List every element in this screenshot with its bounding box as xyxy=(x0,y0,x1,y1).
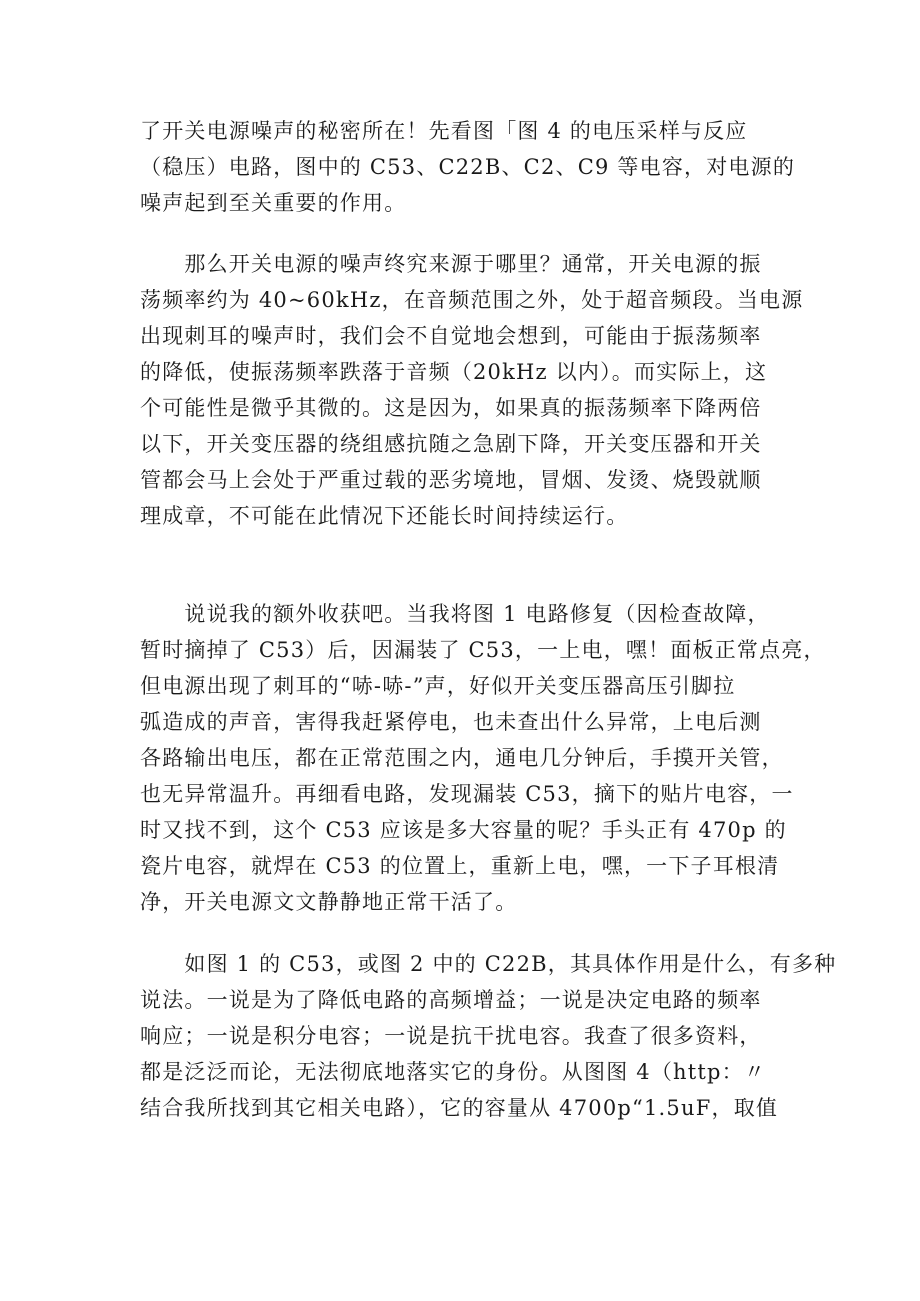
text-line: 说法。一说是为了降低电路的高频增益；一说是决定电路的频率 xyxy=(140,988,762,1012)
text-line: 结合我所找到其它相关电路），它的容量从 4700p“1.5uF，取值 xyxy=(140,1096,779,1120)
text-line: 的降低，使振荡频率跌落于音频（20kHz 以内）。而实际上，这 xyxy=(140,360,768,384)
text-line: 噪声起到至关重要的作用。 xyxy=(140,191,407,215)
text-line: 理成章，不可能在此情况下还能长时间持续运行。 xyxy=(140,504,629,528)
paragraph-4 xyxy=(140,946,837,1126)
text-line: 净，开关电源文文静静地正常干活了。 xyxy=(140,890,518,914)
text-line: 但电源出现了刺耳的“哧-哧-”声，好似开关变压器高压引脚拉 xyxy=(140,674,736,698)
text-line: 出现刺耳的噪声时，我们会不自觉地会想到，可能由于振荡频率 xyxy=(140,324,762,348)
text-line: 那么开关电源的噪声终究来源于哪里？通常，开关电源的振 xyxy=(140,252,762,276)
text-line: 个可能性是微乎其微的。这是因为，如果真的振荡频率下降两倍 xyxy=(140,396,762,420)
text-line: 说说我的额外收获吧。当我将图 1 电路修复（因检查故障， xyxy=(140,602,770,626)
text-line: 时又找不到，这个 C53 应该是多大容量的呢？手头正有 470p 的 xyxy=(140,818,787,842)
text-line: 也无异常温升。再细看电路，发现漏装 C53，摘下的贴片电容，一 xyxy=(140,782,794,806)
text-line: 弧造成的声音，害得我赶紧停电，也未查出什么异常，上电后测 xyxy=(140,710,762,734)
text-line: 都是泛泛而论，无法彻底地落实它的身份。从图图 4（http：〃 xyxy=(140,1060,767,1084)
text-line: 如图 1 的 C53，或图 2 中的 C22B，其具体作用是什么，有多种 xyxy=(140,952,837,976)
text-line: 瓷片电容，就焊在 C53 的位置上，重新上电，嘿，一下子耳根清 xyxy=(140,854,780,878)
text-line: 荡频率约为 40~60kHz，在音频范围之外，处于超音频段。当电源 xyxy=(140,288,804,312)
text-line: 了开关电源噪声的秘密所在！先看图「图 4 的电压采样与反应 xyxy=(140,119,748,143)
paragraph-1 xyxy=(140,113,800,221)
text-line: 以下，开关变压器的绕组感抗随之急剧下降，开关变压器和开关 xyxy=(140,432,762,456)
text-line: 各路输出电压，都在正常范围之内，通电几分钟后，手摸开关管， xyxy=(140,746,784,770)
text-line: 管都会马上会处于严重过载的恶劣境地，冒烟、发烫、烧毁就顺 xyxy=(140,468,762,492)
text-line: 响应；一说是积分电容；一说是抗干扰电容。我查了很多资料， xyxy=(140,1024,762,1048)
text-line: 暂时摘掉了 C53）后，因漏装了 C53，一上电，嘿！面板正常点亮， xyxy=(140,638,826,662)
text-line: （稳压）电路，图中的 C53、C22B、C2、C9 等电容，对电源的 xyxy=(140,155,796,179)
paragraph-3 xyxy=(140,596,826,920)
paragraph-2 xyxy=(140,246,804,534)
